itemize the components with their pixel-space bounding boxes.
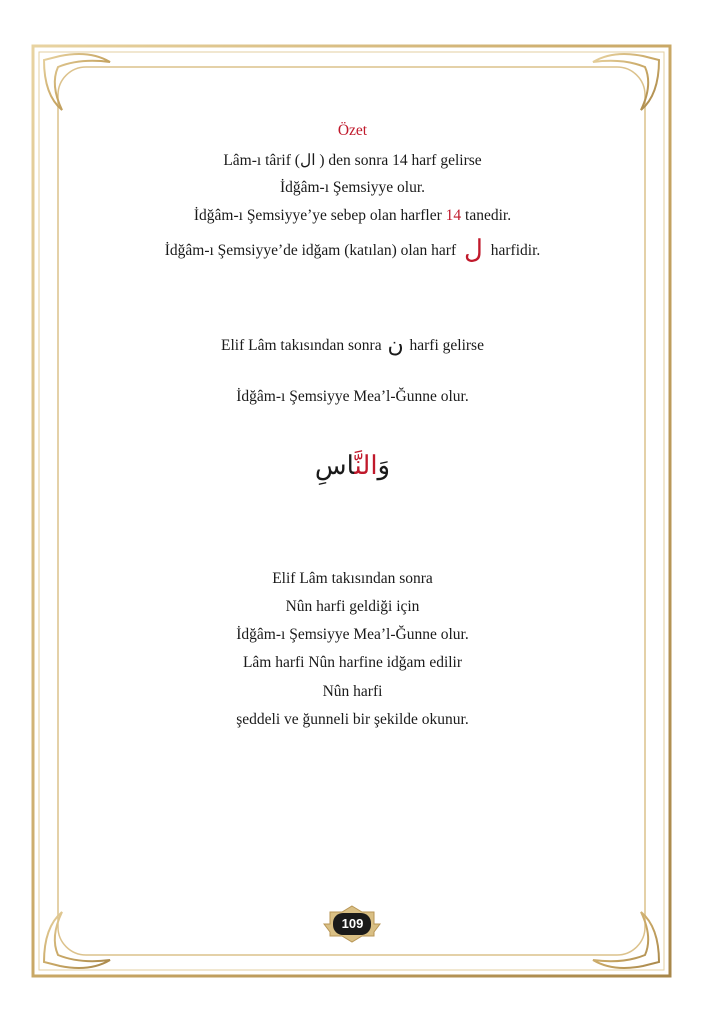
section3-line-5: Nûn harfi xyxy=(322,683,383,700)
arabic-example-wannas: وَالنَّاسِ xyxy=(314,451,391,481)
summary-line-3: İdğâm-ı Şemsiyye’ye sebep olan harfler 14 tanedir. xyxy=(193,207,512,224)
summary-line-4: İdğâm-ı Şemsiyye’de idğam (katılan) olan harf ل harfidir. xyxy=(164,235,541,265)
section2-line-1: Elif Lâm takısından sonra ن harfi gelirse xyxy=(221,333,484,358)
arabic-alif-lam: ال xyxy=(299,151,316,169)
section2-line-2: İdğâm-ı Şemsiyye Mea’l-Ğunne olur. xyxy=(236,388,469,405)
arabic-lam-letter: ل xyxy=(464,235,483,265)
summary-line-1: Lâm-ı târif (ال ) den sonra 14 harf gelirse xyxy=(223,151,482,169)
page-number: 109 xyxy=(341,916,364,931)
section3-line-6: şeddeli ve ğunneli bir şekilde okunur. xyxy=(236,711,469,728)
summary-title: Özet xyxy=(337,122,368,139)
arabic-nun-letter: ن xyxy=(387,333,404,358)
section3-line-3: İdğâm-ı Şemsiyye Mea’l-Ğunne olur. xyxy=(236,626,469,643)
section3-line-2: Nûn harfi geldiği için xyxy=(285,598,420,615)
section3-line-1: Elif Lâm takısından sonra xyxy=(272,570,433,587)
summary-line-2: İdğâm-ı Şemsiyye olur. xyxy=(279,179,426,196)
letter-count: 14 xyxy=(445,207,462,224)
section3-line-4: Lâm harfi Nûn harfine idğam edilir xyxy=(242,654,463,671)
